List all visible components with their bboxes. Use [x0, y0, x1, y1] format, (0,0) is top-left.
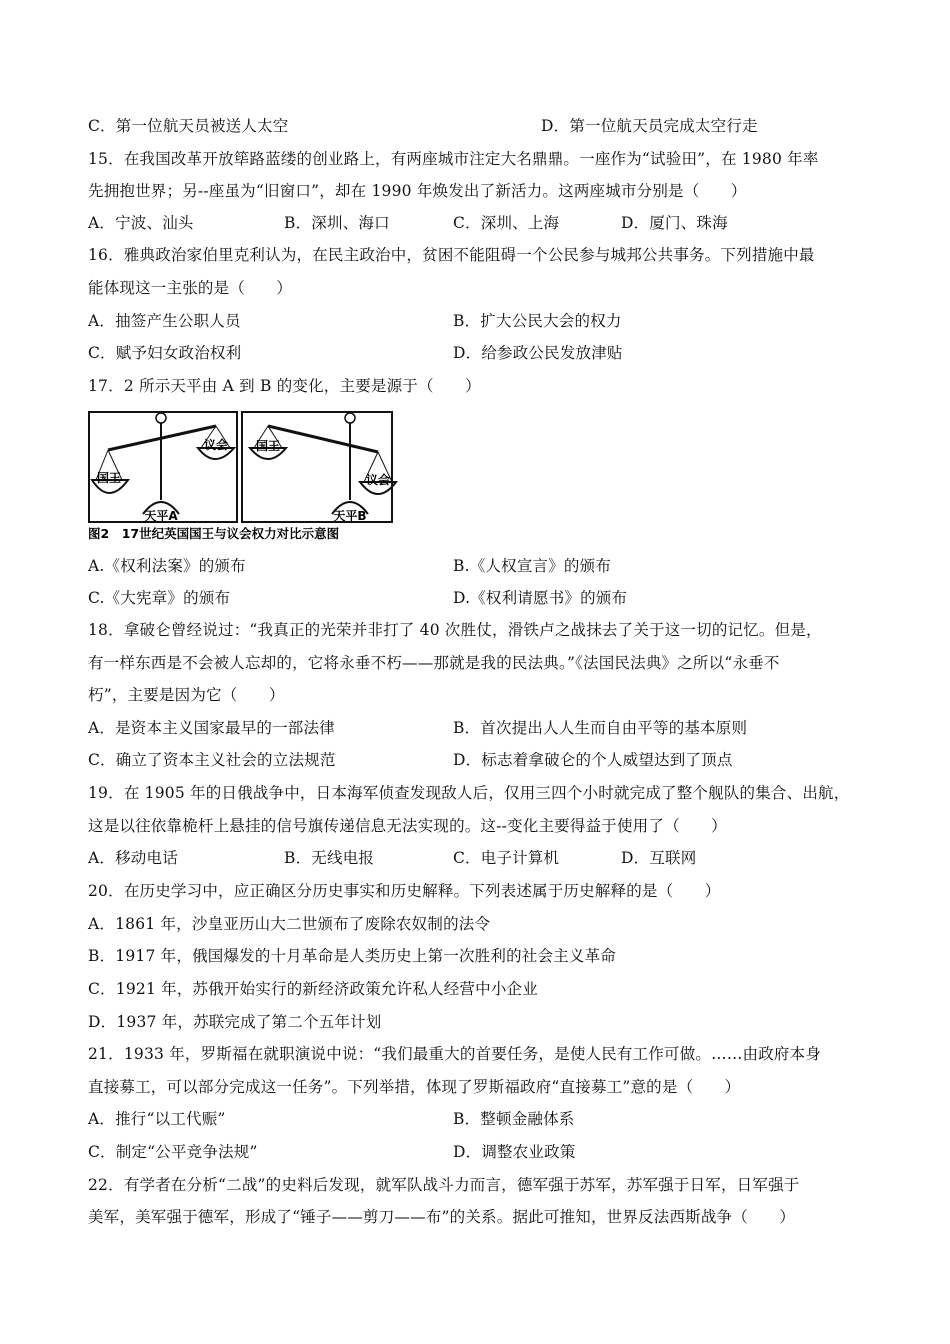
q21-stem-line1: 21．1933 年，罗斯福在就职演说中说：“我们最重大的首要任务，是使人民有工作可做。……由政府本身: [88, 1045, 822, 1063]
q17-stem: 17．2 所示天平由 A 到 B 的变化，主要是源于（ ）: [88, 377, 481, 395]
q16-options-cd: [88, 343, 623, 363]
q18-stem-line2: 有一样东西是不会被人忘却的，它将永垂不朽——那就是我的民法典。”《法国民法典》之所以“永垂不: [88, 654, 780, 672]
q20-option-a: A．1861 年，沙皇亚历山大二世颁布了废除农奴制的法令: [88, 915, 491, 933]
q21-options-cd: [88, 1142, 576, 1162]
q16-option-d: D．给参政公民发放津贴: [453, 344, 623, 362]
q19-stem-line1: 19．在 1905 年的日俄战争中，日本海军侦查发现敌人后，仅用三四个小时就完成了整个舰队的集合、出航，: [88, 784, 850, 802]
q16-stem-line1: 16．雅典政治家伯里克利认为，在民主政治中，贫困不能阻碍一个公民参与城邦公共事务。下列措施中最: [88, 246, 815, 264]
q15-option-c: C．深圳、上海: [453, 214, 560, 232]
q22-stem-line2: 美军，美军强于德军，形成了“锤子——剪刀——布”的关系。据此可推知，世界反法西斯战争（ ）: [88, 1208, 796, 1226]
q15-stem-line1: 15．在我国改革开放筚路蓝缕的创业路上，有两座城市注定大名鼎鼎。一座作为“试验田”，在 1980 年率: [88, 150, 819, 168]
q19-option-d: D．互联网: [621, 849, 697, 867]
balance-a-left-pan: 国王: [96, 471, 122, 485]
q18-option-c: C．确立了资本主义社会的立法规范: [88, 751, 336, 769]
q21-options-ab: [88, 1109, 575, 1129]
q17-options-cd: [88, 588, 628, 608]
q20-option-d: D．1937 年，苏联完成了第二个五年计划: [88, 1013, 382, 1031]
q19-option-b: B．无线电报: [284, 849, 375, 867]
q20-option-c: C．1921 年，苏俄开始实行的新经济政策允许私人经营中小企业: [88, 980, 538, 998]
q19-option-a: A．移动电话: [88, 849, 178, 867]
q20-option-b: B．1917 年，俄国爆发的十月革命是人类历史上第一次胜利的社会主义革命: [88, 947, 616, 965]
balance-figure: [88, 410, 418, 544]
q14-option-c: C．第一位航天员被送人太空: [88, 117, 289, 135]
q20-stem: 20．在历史学习中，应正确区分历史事实和历史解释。下列表述属于历史解释的是（ ）: [88, 882, 721, 900]
balance-b: [242, 412, 396, 523]
balance-b-label: 天平B: [333, 509, 367, 523]
balance-a-right-pan: 议会: [203, 438, 229, 452]
balance-b-left-pan: 国王: [255, 439, 281, 453]
q14-option-d: D．第一位航天员完成太空行走: [541, 117, 758, 135]
q22-stem-line1: 22．有学者在分析“二战”的史料后发现，就军队战斗力而言，德军强于苏军，苏军强于日军，日军强于: [88, 1176, 800, 1194]
q18-stem-line1: 18．拿破仑曾经说过：“我真正的光荣并非打了 40 次胜仗，滑铁卢之战抹去了关于这一切的记忆。但是，: [88, 621, 822, 639]
q17-option-b: B.《人权宣言》的颁布: [453, 557, 612, 575]
q18-option-a: A．是资本主义国家最早的一部法律: [88, 719, 335, 737]
q17-option-a: A.《权利法案》的颁布: [88, 557, 246, 575]
q14-options-cd: [88, 116, 758, 136]
q18-options-cd: [88, 750, 733, 770]
balance-b-right-pan: 议会: [365, 473, 391, 487]
q18-option-d: D．标志着拿破仑的个人威望达到了顶点: [453, 751, 733, 769]
q16-option-a: A．抽签产生公职人员: [88, 312, 241, 330]
balance-a-label: 天平A: [144, 509, 178, 523]
q21-option-b: B．整顿金融体系: [453, 1110, 575, 1128]
q19-option-c: C．电子计算机: [453, 849, 560, 867]
figure-caption: 图2 17世纪英国国王与议会权力对比示意图: [88, 526, 340, 541]
q15-option-a: A．宁波、汕头: [88, 214, 194, 232]
q15-stem-line2: 先拥抱世界；另--座虽为“旧窗口”，却在 1990 年焕发出了新活力。这两座城市分别是（ ）: [88, 182, 747, 200]
q18-option-b: B．首次提出人人生而自由平等的基本原则: [453, 719, 748, 737]
q15-option-b: B．深圳、海口: [284, 214, 390, 232]
q16-options-ab: [88, 311, 622, 331]
q15-option-d: D．厦门、珠海: [621, 214, 728, 232]
balance-a: [89, 412, 237, 523]
q21-stem-line2: 直接募工，可以部分完成这一任务”。下列举措，体现了罗斯福政府“直接募工”意的是（ ）: [88, 1078, 741, 1096]
q15-options: [88, 213, 728, 233]
q21-option-c: C．制定“公平竞争法规”: [88, 1143, 258, 1161]
q21-option-d: D．调整农业政策: [453, 1143, 576, 1161]
q18-options-ab: [88, 718, 748, 738]
q17-option-c: C.《大宪章》的颁布: [88, 589, 231, 607]
q19-options: [88, 848, 697, 868]
q21-option-a: A．推行“以工代赈”: [88, 1110, 226, 1128]
q17-options-ab: [88, 556, 612, 576]
q16-option-c: C．赋予妇女政治权利: [88, 344, 242, 362]
q18-stem-line3: 朽”，主要是因为它（ ）: [88, 686, 285, 704]
q16-option-b: B．扩大公民大会的权力: [453, 312, 622, 330]
q19-stem-line2: 这是以往依靠桅杆上悬挂的信号旗传递信息无法实现的。这--变化主要得益于使用了（ ）: [88, 817, 727, 835]
q16-stem-line2: 能体现这一主张的是（ ）: [88, 279, 293, 297]
q17-option-d: D.《权利请愿书》的颁布: [453, 589, 628, 607]
